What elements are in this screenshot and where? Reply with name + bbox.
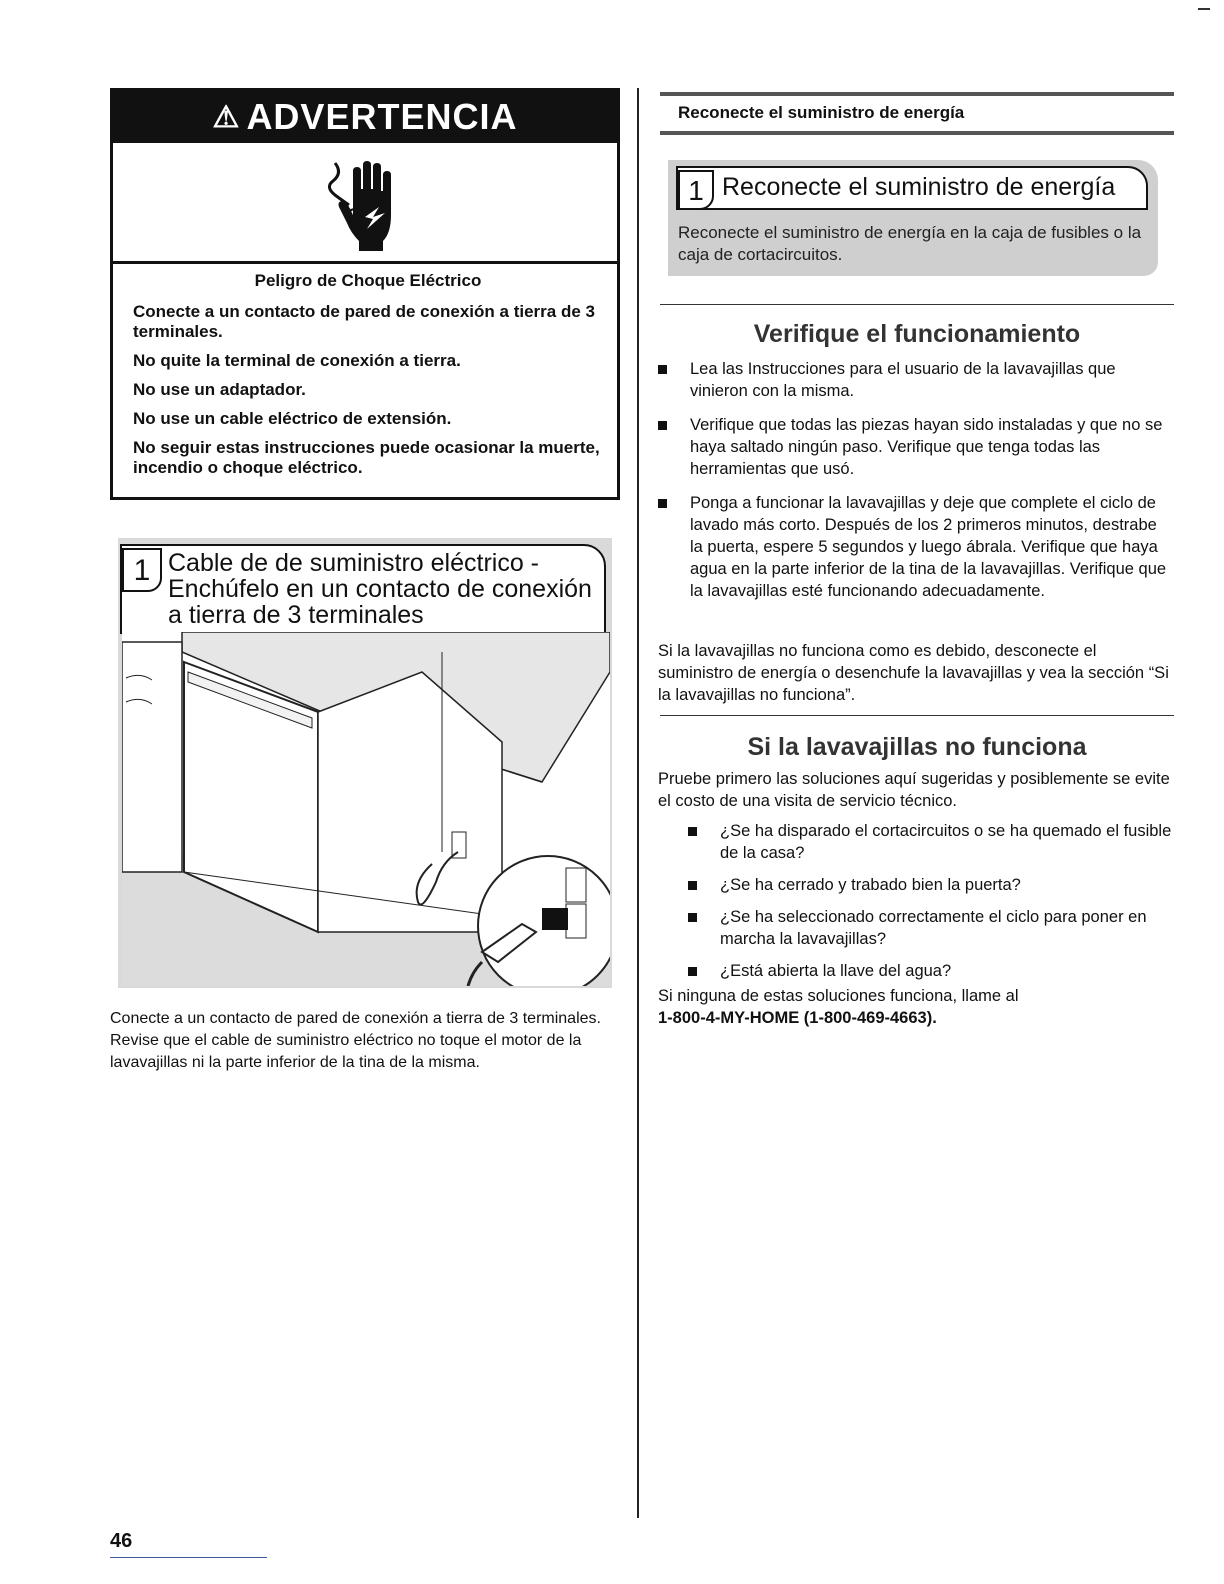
bullet-icon <box>658 499 667 508</box>
right-step-title: Reconecte el suministro de energía <box>722 173 1116 201</box>
list-item-text: Ponga a funcionar la lavavajillas y deje que complete el ciclo de lavado más corto. Después de los 2 primeros minutos, destrabe la puerta, espere 5 segundos y luego ábrala. Verifique que haya agua en la parte inferior de la tina de la lavavajillas. Verifique que la lavavajillas esté funcionando adecuadamente. <box>690 494 1167 600</box>
corner-mark <box>1198 8 1210 10</box>
troubleshoot-outro-text: Si ninguna de estas soluciones funciona, llame al <box>658 987 1019 1005</box>
left-step-caption: Conecte a un contacto de pared de conexión a tierra de 3 terminales. Revise que el cable de suministro eléctrico no toque el motor de la lavavajillas ni la parte inferior de la tina de la misma. <box>110 1010 601 1071</box>
list-item-text: ¿Se ha seleccionado correctamente el ciclo para poner en marcha la lavavajillas? <box>720 908 1147 948</box>
bullet-icon <box>688 967 697 976</box>
list-item <box>688 906 1172 950</box>
bullet-icon <box>688 913 697 922</box>
warning-title: ADVERTENCIA <box>246 96 518 137</box>
right-header-title: Reconecte el suministro de energía <box>678 103 965 122</box>
list-item-text: ¿Se ha cerrado y trabado bien la puerta? <box>720 876 1021 894</box>
warning-line: No use un cable eléctrico de extensión. <box>133 409 452 428</box>
verify-bullet-list <box>658 358 1170 614</box>
warning-subtitle: Peligro de Choque Eléctrico <box>254 271 482 290</box>
section-rule <box>660 304 1174 305</box>
electric-shock-hand-icon <box>313 153 409 253</box>
list-item <box>688 874 1172 896</box>
left-step-title: Cable de de suministro eléctrico - Enchúfelo en un contacto de conexión a tierra de 3 terminales <box>168 549 592 629</box>
list-item-text: ¿Se ha disparado el cortacircuitos o se ha quemado el fusible de la casa? <box>720 822 1172 862</box>
bullet-icon <box>688 881 697 890</box>
warning-line: Conecte a un contacto de pared de conexión a tierra de 3 terminales. <box>133 302 595 341</box>
warning-icon-area <box>113 143 617 264</box>
bullet-icon <box>688 827 697 836</box>
list-item <box>658 492 1170 602</box>
list-item-text: Verifique que todas las piezas hayan sido instaladas y que no se haya saltado ningún paso. Verifique que tenga todas las herramientas que usó. <box>690 416 1163 478</box>
section-rule <box>660 715 1174 716</box>
warning-line: No use un adaptador. <box>133 380 306 399</box>
dishwasher-illustration <box>122 632 610 986</box>
troubleshoot-section-title: Si la lavavajillas no funciona <box>747 733 1087 761</box>
right-step-body: Reconecte el suministro de energía en la caja de fusibles o la caja de cortacircuitos. <box>678 223 1142 264</box>
troubleshoot-intro: Pruebe primero las soluciones aquí sugeridas y posiblemente se evite el costo de una visita de servicio técnico. <box>658 770 1170 810</box>
bullet-icon <box>658 421 667 430</box>
list-item <box>658 414 1170 480</box>
verify-section-title: Verifique el funcionamiento <box>753 320 1081 348</box>
warning-triangle-icon: ⚠ <box>212 100 241 134</box>
list-item <box>688 820 1172 864</box>
warning-box <box>110 88 620 500</box>
verify-followup-text: Si la lavavajillas no funciona como es debido, desconecte el suministro de energía o desenchufe la lavavajillas y vea la sección “Si la lavavajillas no funciona”. <box>658 642 1169 704</box>
list-item-text: Lea las Instrucciones para el usuario de la lavavajillas que vinieron con la misma. <box>690 360 1116 400</box>
warning-line: No seguir estas instrucciones puede ocasionar la muerte, incendio o choque eléctrico. <box>133 438 600 477</box>
right-header-bar <box>660 92 1174 96</box>
right-step-number: 1 <box>678 170 714 210</box>
warning-line: No quite la terminal de conexión a tierra. <box>133 351 461 370</box>
troubleshoot-outro <box>658 985 1172 1029</box>
warning-text <box>133 271 603 487</box>
dishwasher-install-drawing <box>122 632 610 986</box>
support-phone-number: 1-800-4-MY-HOME (1-800-469-4663). <box>658 1009 937 1027</box>
warning-header <box>113 91 617 143</box>
column-divider <box>637 88 639 1518</box>
list-item <box>658 358 1170 402</box>
bullet-icon <box>658 365 667 374</box>
page-number: 46 <box>110 1530 133 1552</box>
left-step-number: 1 <box>122 548 162 592</box>
troubleshoot-bullet-list <box>688 820 1172 992</box>
right-header-rule <box>660 131 1174 135</box>
list-item-text: ¿Está abierta la llave del agua? <box>720 962 952 980</box>
page-number-underline <box>110 1557 267 1558</box>
list-item <box>688 960 1172 982</box>
